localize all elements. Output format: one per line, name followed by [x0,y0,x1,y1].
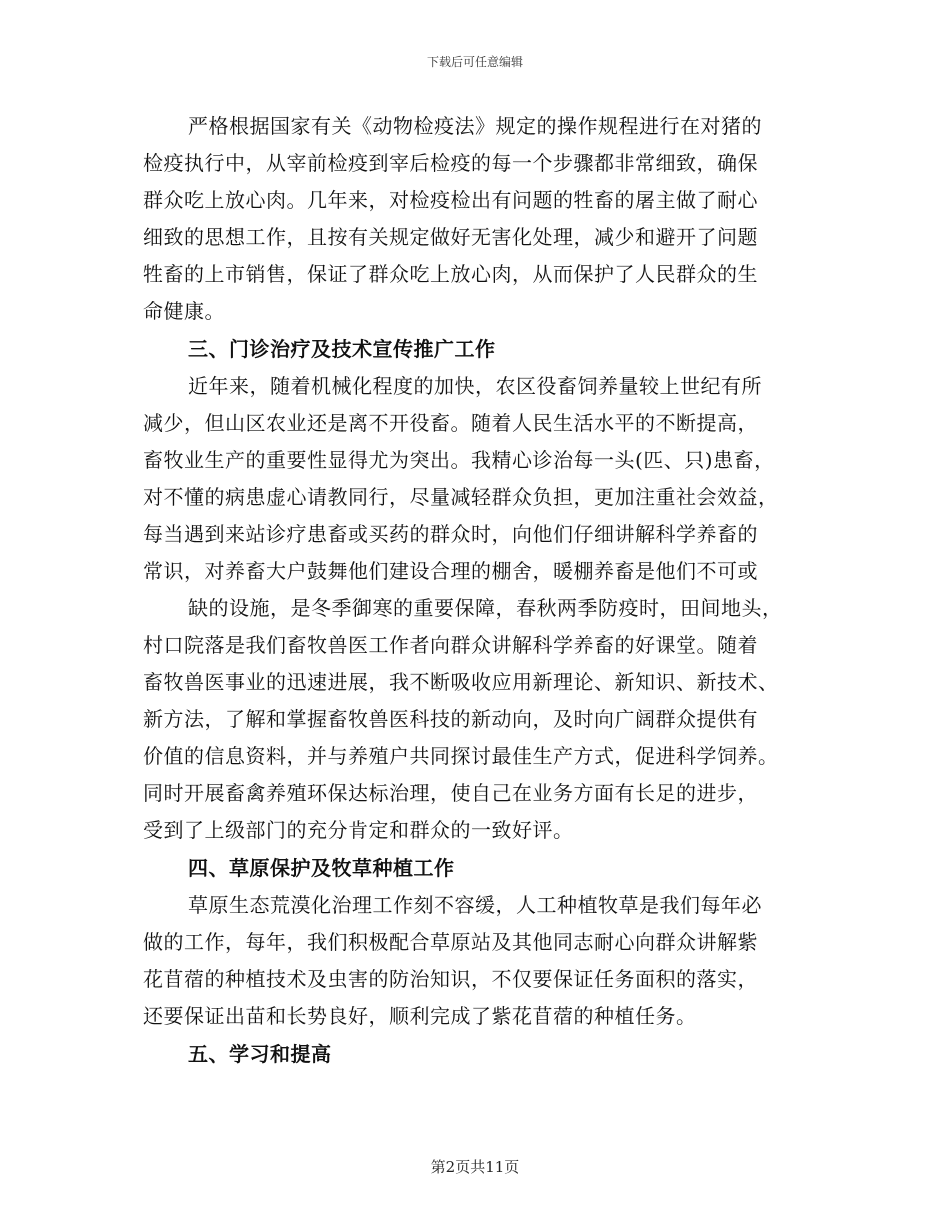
section-heading-4: 四、草原保护及牧草种植工作 [188,856,455,880]
paragraph-line: 花苜蓿的种植技术及虫害的防治知识，不仅要保证任务面积的落实， [143,967,758,991]
paragraph-line: 新方法，了解和掌握畜牧兽医科技的新动向，及时向广阔群众提供有 [143,707,758,731]
paragraph-line: 缺的设施，是冬季御寒的重要保障，春秋两季防疫时，田间地头， [188,596,783,620]
page-number: 第2页共11页 [430,1158,520,1176]
paragraph-line: 严格根据国家有关《动物检疫法》规定的操作规程进行在对猪的 [188,114,762,138]
paragraph-line: 近年来，随着机械化程度的加快，农区役畜饲养量较上世纪有所 [188,374,762,398]
paragraph-line: 群众吃上放心肉。几年来，对检疫检出有问题的牲畜的屠主做了耐心 [143,188,758,212]
paragraph-line: 草原生态荒漠化治理工作刻不容缓，人工种植牧草是我们每年必 [188,893,762,917]
paragraph-line: 村口院落是我们畜牧兽医工作者向群众讲解科学养畜的好课堂。随着 [143,633,758,657]
paragraph-line: 对不懂的病患虚心请教同行，尽量减轻群众负担，更加注重社会效益， [143,485,779,509]
paragraph-line: 命健康。 [143,299,225,323]
paragraph-line: 牲畜的上市销售，保证了群众吃上放心肉，从而保护了人民群众的生 [143,262,758,286]
paragraph-line: 畜牧兽医事业的迅速进展，我不断吸收应用新理论、新知识、新技术、 [143,670,779,694]
page-header: 下载后可任意编辑 [426,55,523,69]
paragraph-line: 做的工作，每年，我们积极配合草原站及其他同志耐心向群众讲解紫 [143,930,758,954]
paragraph-line: 价值的信息资料，并与养殖户共同探讨最佳生产方式，促进科学饲养。 [143,744,779,768]
paragraph-line: 每当遇到来站诊疗患畜或买药的群众时，向他们仔细讲解科学养畜的 [143,522,758,546]
paragraph-line: 减少，但山区农业还是离不开役畜。随着人民生活水平的不断提高， [143,411,758,435]
paragraph-line: 还要保证出苗和长势良好，顺利完成了紫花苜蓿的种植任务。 [143,1004,697,1028]
paragraph-line: 同时开展畜禽养殖环保达标治理，使自己在业务方面有长足的进步， [143,781,758,805]
paragraph-line: 受到了上级部门的充分肯定和群众的一致好评。 [143,818,574,842]
paragraph-line: 畜牧业生产的重要性显得尤为突出。我精心诊治每一头(匹、只)患畜， [143,448,775,472]
section-heading-5: 五、学习和提高 [188,1042,332,1066]
paragraph-line: 检疫执行中，从宰前检疫到宰后检疫的每一个步骤都非常细致，确保 [143,151,758,175]
paragraph-line: 细致的思想工作，且按有关规定做好无害化处理，减少和避开了问题 [143,225,758,249]
paragraph-line: 常识，对养畜大户鼓舞他们建设合理的棚舍，暖棚养畜是他们不可或 [143,559,758,583]
section-heading-3: 三、门诊治疗及技术宣传推广工作 [188,337,496,361]
